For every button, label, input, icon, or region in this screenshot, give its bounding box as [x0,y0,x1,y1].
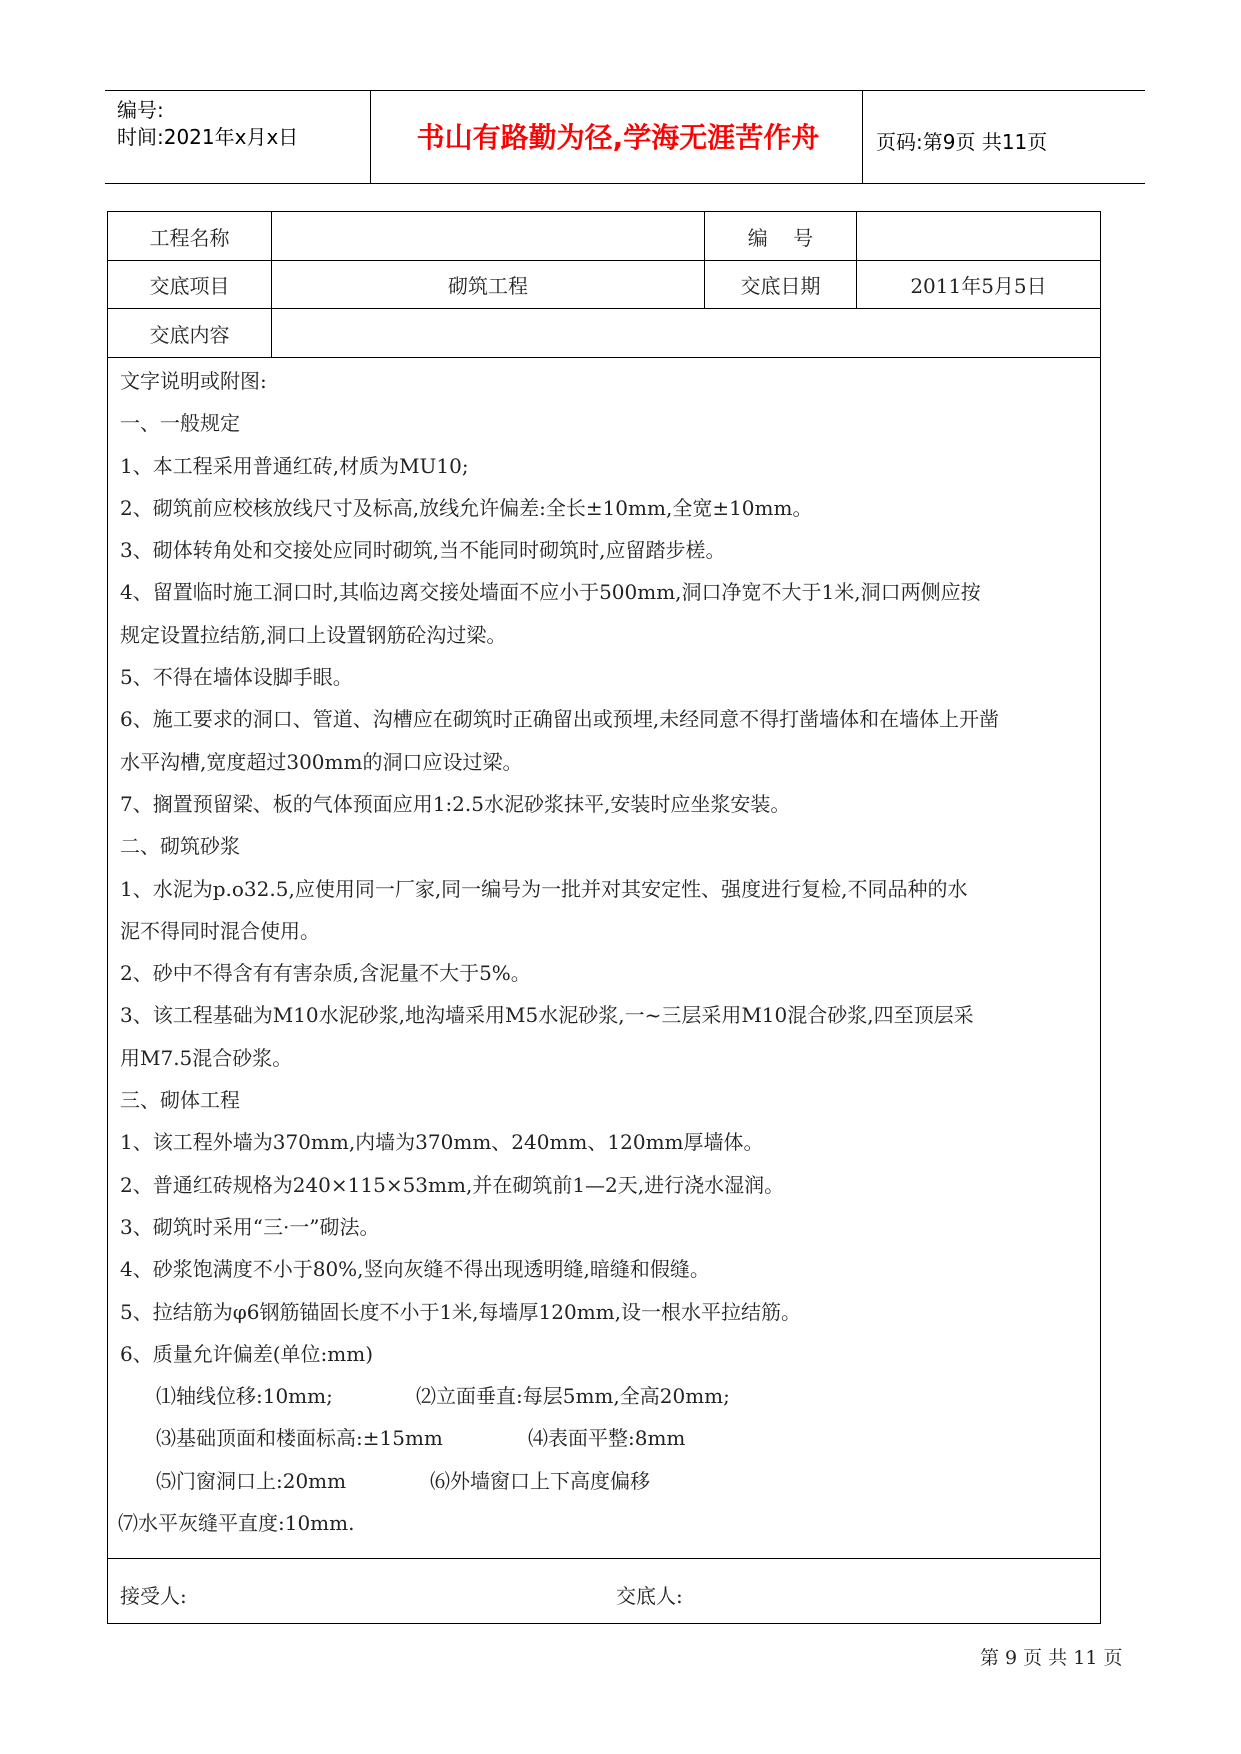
text-line: 1、本工程采用普通红砖,材质为MU10; [120,453,469,478]
disclosure-item-value: 砌筑工程 [448,274,528,298]
text-line: 5、不得在墙体设脚手眼。 [120,665,353,690]
tolerance-item: ⑷表面平整:8mm [528,1426,686,1451]
page-footer: 第 9 页 共 11 页 [980,1647,1123,1669]
project-name-value [272,212,704,260]
text-line: 水平沟槽,宽度超过300mm的洞口应设过梁。 [120,749,523,774]
text-line: 4、砂浆饱满度不小于80%,竖向灰缝不得出现透明缝,暗缝和假缝。 [120,1257,710,1282]
row-divider [108,357,1100,358]
header-motto: 书山有路勤为径,学海无涯苦作舟 [416,121,820,154]
text-line: 3、该工程基础为M10水泥砂浆,地沟墙采用M5水泥砂浆,一~三层采用M10混合砂浆,四至顶层采 [120,1003,974,1028]
disclosure-content-label: 交底内容 [149,322,230,347]
text-line: 6、质量允许偏差(单位:mm) [120,1341,373,1366]
text-line: 2、普通红砖规格为240×115×53mm,并在砌筑前1—2天,进行浇水湿润。 [120,1172,785,1197]
disclosure-date-label: 交底日期 [740,274,821,298]
tolerance-item: ⑶基础顶面和楼面标高:±15mm [156,1426,443,1451]
project-name-label: 工程名称 [149,225,230,250]
tolerance-line [120,1375,1095,1417]
tolerance-line [120,1460,1095,1502]
section-heading: 一、一般规定 [120,411,240,436]
tolerance-item: ⑴轴线位移:10mm; [156,1384,333,1409]
text-line: 5、拉结筋为φ6钢筋锚固长度不小于1米,每墙厚120mm,设一根水平拉结筋。 [120,1299,801,1324]
header-bottom-rule [105,183,1145,184]
disclosure-content-value [272,309,1100,357]
text-line: 1、该工程外墙为370mm,内墙为370mm、240mm、120mm厚墙体。 [120,1130,764,1155]
text-line: 1、水泥为p.o32.5,应使用同一厂家,同一编号为一批并对其安定性、强度进行复检,不同品种的水 [120,876,968,901]
text-line: 7、搁置预留梁、板的气体预面应用1:2.5水泥砂浆抹平,安装时应坐浆安装。 [120,791,791,816]
header-time-label: 时间:2021年x月x日 [117,125,299,149]
header-page-label: 页码:第9页 共11页 [876,130,1048,154]
text-line: 2、砌筑前应校核放线尺寸及标高,放线允许偏差:全长±10mm,全宽±10mm。 [120,495,813,520]
section-heading: 二、砌筑砂浆 [120,834,240,859]
discloser-label: 交底人: [616,1584,683,1608]
tolerance-line: ⑺水平灰缝平直度:10mm. [118,1511,355,1536]
disclosure-table [107,211,1101,1624]
tolerance-item: ⑸门窗洞口上:20mm [156,1468,347,1493]
text-line: 2、砂中不得含有有害杂质,含泥量不大于5%。 [120,961,531,986]
text-line: 3、砌筑时采用“三·一”砌法。 [120,1214,380,1239]
text-line: 规定设置拉结筋,洞口上设置钢筋砼沟过梁。 [120,622,507,647]
tolerance-item: ⑵立面垂直:每层5mm,全高20mm; [416,1384,730,1409]
disclosure-date-value: 2011年5月5日 [910,274,1047,298]
text-line: 4、留置临时施工洞口时,其临边离交接处墙面不应小于500mm,洞口净宽不大于1米,洞口两侧应按 [120,580,981,605]
section-heading: 三、砌体工程 [120,1088,240,1113]
number-label: 编 号 [747,225,814,250]
signature-divider [108,1558,1100,1559]
tolerance-line [120,1417,1095,1459]
text-line: 3、砌体转角处和交接处应同时砌筑,当不能同时砌筑时,应留踏步槎。 [120,538,726,563]
text-line: 文字说明或附图: [120,369,267,393]
text-line: 泥不得同时混合使用。 [120,918,320,943]
text-line: 用M7.5混合砂浆。 [120,1045,293,1070]
disclosure-item-label: 交底项目 [149,274,230,298]
header-number-label: 编号: [117,98,164,122]
tolerance-item: ⑹外墙窗口上下高度偏移 [430,1468,650,1493]
number-value [857,212,1100,260]
disclosure-body [120,360,1095,1544]
header-top-rule [105,90,1145,91]
header-divider-left [370,90,371,184]
receiver-label: 接受人: [120,1584,187,1608]
text-line: 6、施工要求的洞口、管道、沟槽应在砌筑时正确留出或预埋,未经同意不得打凿墙体和在墙体上开凿 [120,707,1000,732]
